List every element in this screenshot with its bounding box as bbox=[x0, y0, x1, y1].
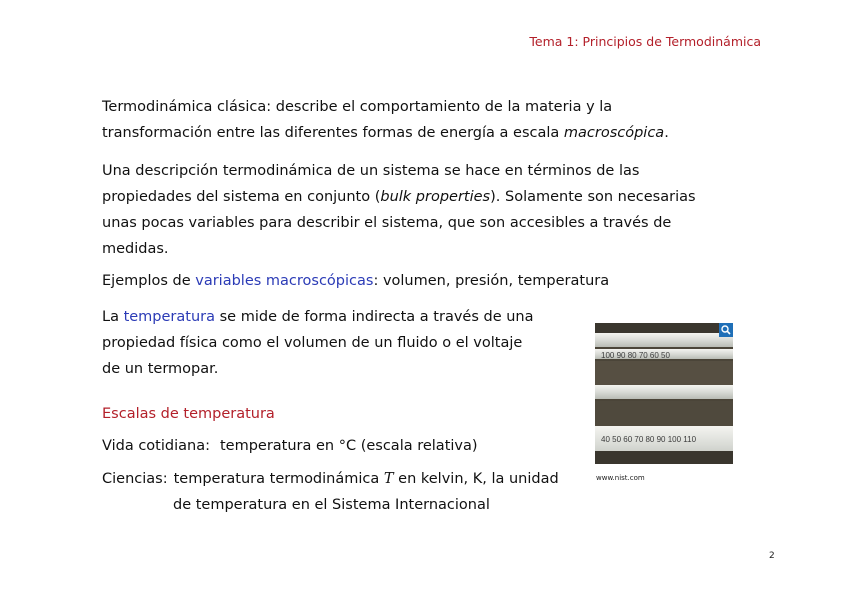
macroscopic-variables-term: variables macroscópicas bbox=[195, 273, 374, 289]
description-line-1: Una descripción termodinámica de un sistema se hace en términos de las bbox=[102, 163, 640, 179]
science-line-2: de temperatura en el Sistema Internacional bbox=[173, 497, 490, 513]
examples-paragraph bbox=[102, 268, 609, 294]
science-text-end: en kelvin, K, la unidad bbox=[393, 471, 559, 487]
description-line-3: unas pocas variables para describir el sistema, que son accesibles a través de bbox=[102, 215, 672, 231]
temperature-line-1 bbox=[102, 304, 534, 330]
temperature-term: temperatura bbox=[123, 309, 216, 325]
slide-header: Tema 1: Principios de Termodinámica bbox=[529, 34, 761, 49]
thermometer-scale-bottom: 40 50 60 70 80 90 100 110 bbox=[601, 435, 697, 444]
scales-heading: Escalas de temperatura bbox=[102, 406, 275, 422]
magnifier-icon[interactable] bbox=[719, 323, 733, 337]
examples-list: : volumen, presión, temperatura bbox=[373, 273, 610, 289]
daily-life-text: temperatura en °C (escala relativa) bbox=[219, 438, 478, 454]
bulk-properties-term: bulk properties bbox=[380, 189, 491, 205]
photo-caption: www.nist.com bbox=[596, 474, 645, 482]
thermometer-scale-top: 100 90 80 70 60 50 bbox=[601, 351, 670, 360]
page-number: 2 bbox=[769, 551, 775, 561]
thermometer-photo-graphic bbox=[595, 323, 733, 464]
examples-prefix: Ejemplos de bbox=[102, 273, 196, 289]
description-text: propiedades del sistema en conjunto ( bbox=[102, 189, 381, 205]
description-line-4: medidas. bbox=[102, 241, 169, 257]
thermometer-photo bbox=[595, 323, 733, 464]
daily-life-label: Vida cotidiana: bbox=[102, 438, 210, 454]
temperature-line-2: propiedad física como el volumen de un fluido o el voltaje bbox=[102, 335, 523, 351]
description-paragraph bbox=[102, 158, 696, 262]
definition-period: . bbox=[664, 125, 669, 141]
science-text: temperatura termodinámica bbox=[173, 471, 384, 487]
description-line-2 bbox=[102, 184, 696, 210]
temperature-line-3: de un termopar. bbox=[102, 361, 219, 377]
temperature-symbol: T bbox=[383, 471, 394, 487]
science-block bbox=[102, 466, 559, 518]
daily-life-line bbox=[102, 433, 478, 459]
temperature-prefix: La bbox=[102, 309, 124, 325]
science-line-1 bbox=[102, 466, 559, 492]
examples-line bbox=[102, 268, 609, 294]
temperature-paragraph bbox=[102, 304, 534, 382]
definition-line-2 bbox=[102, 120, 669, 146]
definition-line-1: Termodinámica clásica: describe el comportamiento de la materia y la bbox=[102, 99, 613, 115]
description-text-end: ). Solamente son necesarias bbox=[490, 189, 696, 205]
definition-text: transformación entre las diferentes formas de energía a escala bbox=[102, 125, 564, 141]
temperature-text: se mide de forma indirecta a través de una bbox=[215, 309, 534, 325]
definition-paragraph bbox=[102, 94, 669, 146]
macroscopic-term: macroscópica bbox=[563, 125, 665, 141]
science-label: Ciencias: bbox=[102, 471, 168, 487]
